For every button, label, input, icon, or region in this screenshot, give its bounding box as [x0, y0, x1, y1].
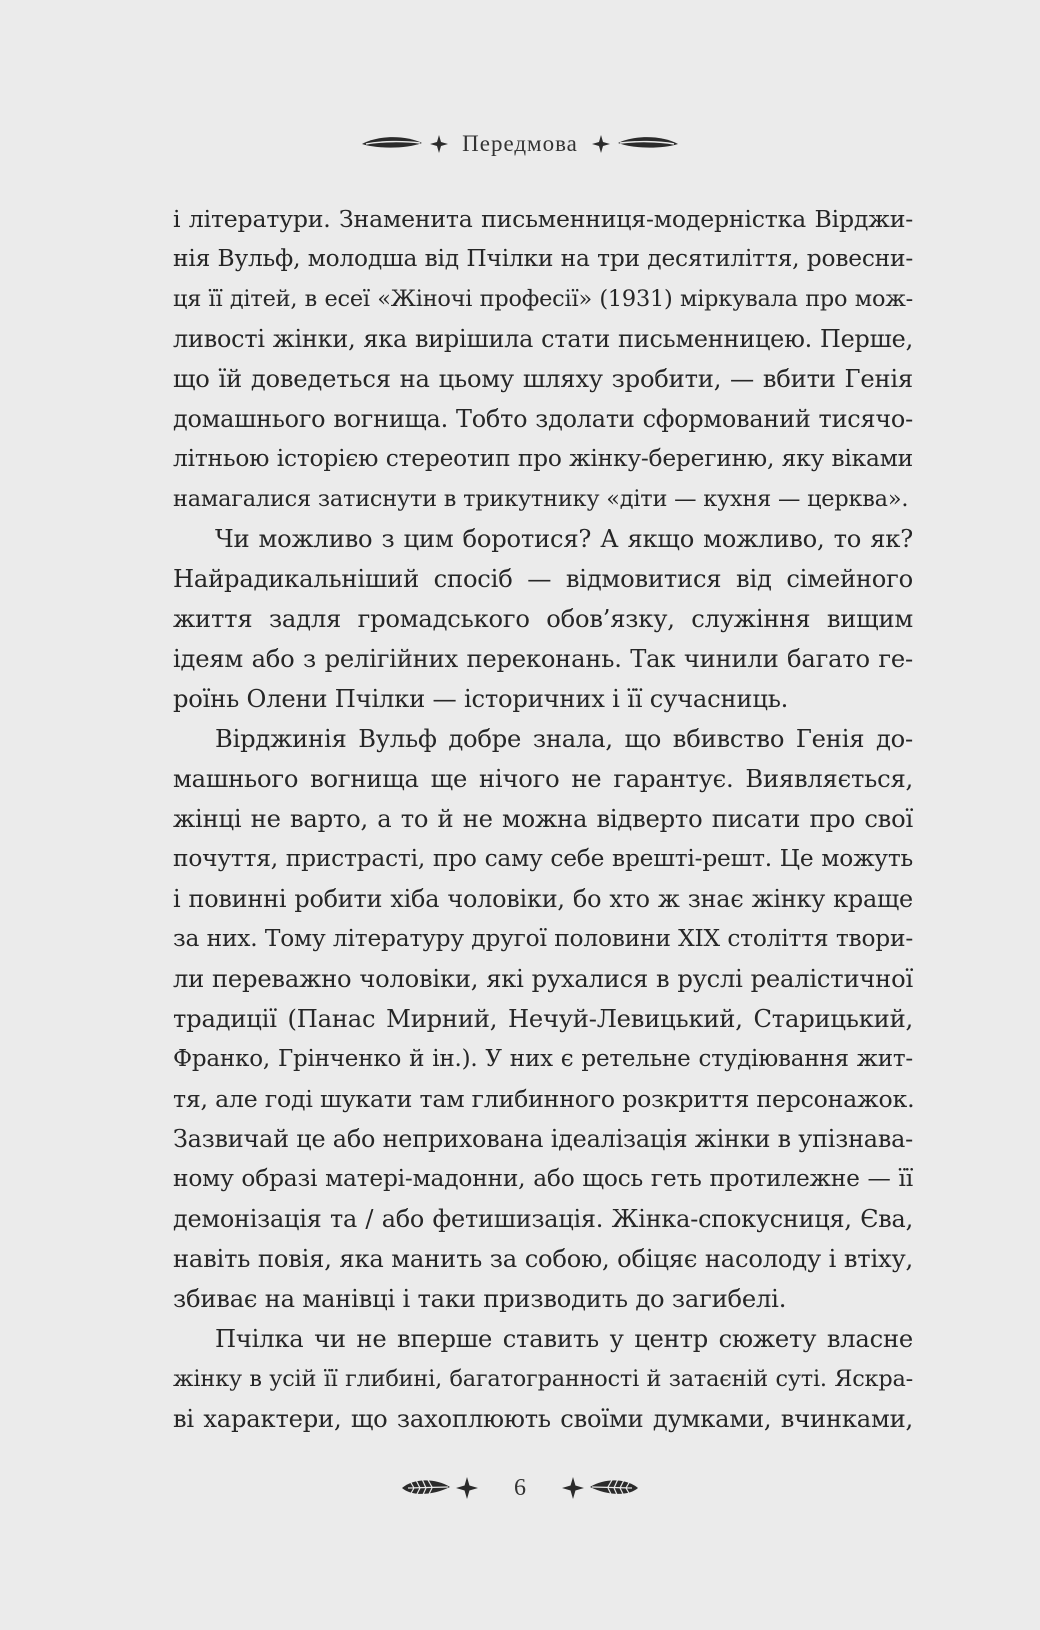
text-line: жінці не варто, а то й не можна відверто писати про свої [173, 805, 913, 833]
text-line: домашнього вогнища. Тобто здолати сформований тисячо- [173, 405, 913, 433]
star-ornament-icon [592, 135, 610, 153]
text-line: ли переважно чоловіки, які рухалися в руслі реалістичної [173, 965, 913, 993]
text-line: ідеям або з релігійних переконань. Так чинили багато ге- [173, 645, 913, 673]
star-ornament-icon [430, 135, 448, 153]
text-line: ному образі матері-мадонни, або щось геть протилежне — її [173, 1165, 913, 1192]
star-ornament-icon [562, 1477, 584, 1499]
text-line: демонізація та / або фетишизація. Жінка-спокусниця, Єва, [173, 1205, 913, 1233]
text-line: за них. Тому літературу другої половини XIX століття твори- [173, 925, 913, 952]
text-line: традиції (Панас Мирний, Нечуй-Левицький, Старицький, [173, 1005, 913, 1033]
text-line: Чи можливо з цим боротися? А якщо можливо, то як? [215, 525, 913, 553]
leaf-ornament-right-icon [614, 134, 680, 154]
text-line: тя, але годі шукати там глибинного розкриття персонажок. [173, 1085, 915, 1113]
text-line: жінку в усій її глибині, багатогранності й затаєній суті. Яскра- [173, 1366, 913, 1392]
text-line: життя задля громадського обов’язку, служіння вищим [173, 605, 913, 633]
text-line: Франко, Грінченко й ін.). У них є ретельне студіювання жит- [173, 1046, 913, 1072]
text-line: навіть повія, яка манить за собою, обіцяє насолоду і втіху, [173, 1245, 913, 1273]
text-line: роїнь Олени Пчілки — історичних і її сучасниць. [173, 685, 789, 713]
feather-ornament-left-icon [400, 1475, 452, 1501]
text-line: ві характери, що захоплюють своїми думками, вчинками, [173, 1405, 913, 1433]
leaf-ornament-left-icon [360, 134, 426, 154]
body-text [173, 199, 913, 1439]
text-line: почуття, пристрасті, про саму себе врешті-решт. Це можуть [173, 845, 913, 872]
text-line: збиває на манівці і таки призводить до загибелі. [173, 1285, 787, 1313]
running-header [0, 122, 1040, 166]
star-ornament-icon [456, 1477, 478, 1499]
feather-ornament-right-icon [588, 1475, 640, 1501]
text-line: ця її дітей, в есеї «Жіночі професії» (1931) міркувала про мож- [173, 286, 913, 312]
text-line: що їй доведеться на цьому шляху зробити, — вбити Генія [173, 365, 913, 393]
text-line: Вірджинія Вульф добре знала, що вбивство Генія до- [215, 725, 913, 753]
running-header-title: Передмова [462, 131, 578, 156]
text-line: літньою історією стереотип про жінку-берегиню, яку віками [173, 445, 913, 472]
text-line: нія Вульф, молодша від Пчілки на три десятиліття, ровесни- [173, 245, 913, 272]
page-number: 6 [514, 1474, 526, 1501]
page-footer [0, 1468, 1040, 1508]
text-line: і літератури. Знаменита письменниця-модерністка Вірджи- [173, 205, 913, 233]
text-line: Пчілка чи не вперше ставить у центр сюжету власне [215, 1325, 913, 1353]
text-line: і повинні робити хіба чоловіки, бо хто ж знає жінку краще [173, 885, 913, 913]
text-line: Зазвичай це або неприхована ідеалізація жінки в упізнава- [173, 1125, 914, 1153]
text-line: ливості жінки, яка вирішила стати письменницею. Перше, [173, 325, 913, 353]
text-line: Найрадикальніший спосіб — відмовитися від сімейного [173, 565, 913, 593]
text-line: намагалися затиснути в трикутнику «діти — кухня — церква». [173, 486, 909, 512]
text-line: машнього вогнища ще нічого не гарантує. Виявляється, [173, 765, 913, 793]
